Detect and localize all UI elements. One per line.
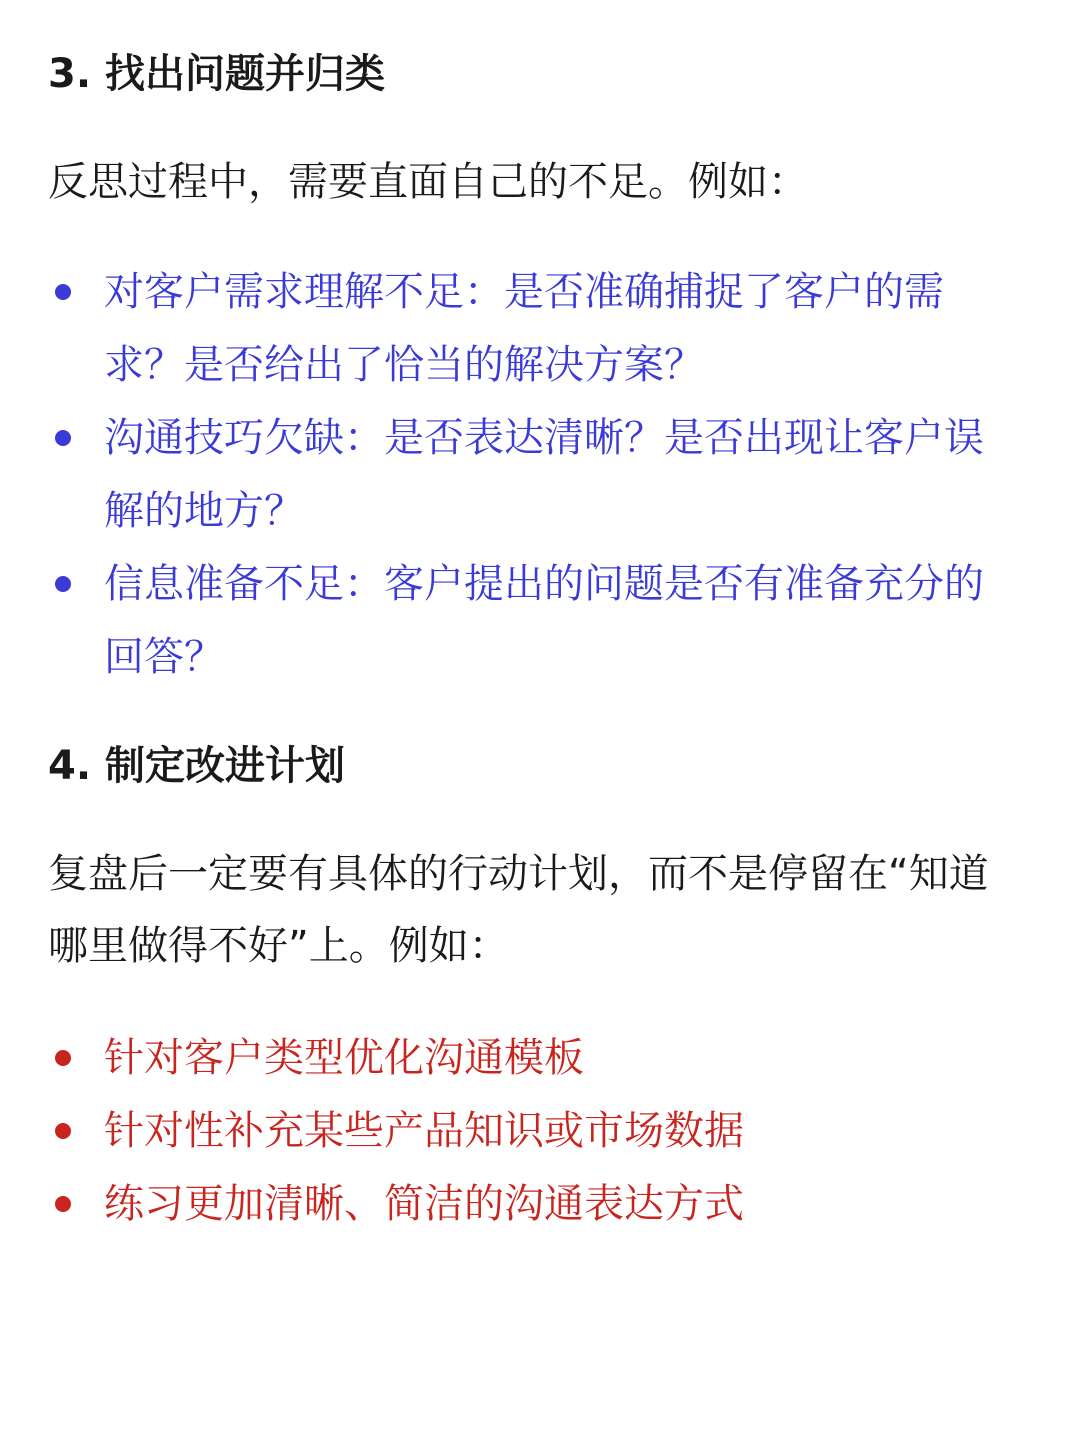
- bullet-dot-icon: [55, 1050, 71, 1066]
- list-item: [0, 256, 1080, 402]
- list-item-line: 信息准备不足：客户提出的问题是否有准备充分的: [104, 561, 984, 607]
- bullet-dot-icon: [55, 284, 71, 300]
- list-item: [0, 402, 1080, 548]
- list-item-text: 针对性补充某些产品知识或市场数据: [104, 1108, 744, 1154]
- list-item-line: 对客户需求理解不足：是否准确捕捉了客户的需: [104, 269, 944, 315]
- list-item: [0, 1095, 1080, 1168]
- section-4-plan-list: [0, 1022, 1080, 1241]
- section-4-intro: [48, 838, 1068, 982]
- section-3-problem-list: [0, 256, 1080, 694]
- bullet-dot-icon: [55, 1196, 71, 1212]
- list-item-line: 沟通技巧欠缺：是否表达清晰？是否出现让客户误: [104, 415, 984, 461]
- list-item-line: 求？是否给出了恰当的解决方案？: [104, 342, 704, 388]
- list-item-text: 针对客户类型优化沟通模板: [104, 1035, 584, 1081]
- section-4-intro-line: 哪里做得不好”上。例如：: [48, 923, 509, 969]
- bullet-dot-icon: [55, 430, 71, 446]
- section-4-heading: 4. 制定改进计划: [48, 743, 345, 789]
- list-item: [0, 1022, 1080, 1095]
- list-item: [0, 548, 1080, 694]
- bullet-dot-icon: [55, 576, 71, 592]
- section-3-heading: 3. 找出问题并归类: [48, 51, 385, 97]
- list-item-line: 解的地方？: [104, 488, 304, 534]
- section-4-intro-line: 复盘后一定要有具体的行动计划，而不是停留在“知道: [48, 851, 989, 897]
- section-3-intro: 反思过程中，需要直面自己的不足。例如：: [48, 159, 808, 205]
- list-item-line: 回答？: [104, 634, 224, 680]
- list-item: [0, 1168, 1080, 1241]
- bullet-dot-icon: [55, 1123, 71, 1139]
- list-item-text: 练习更加清晰、简洁的沟通表达方式: [104, 1181, 744, 1227]
